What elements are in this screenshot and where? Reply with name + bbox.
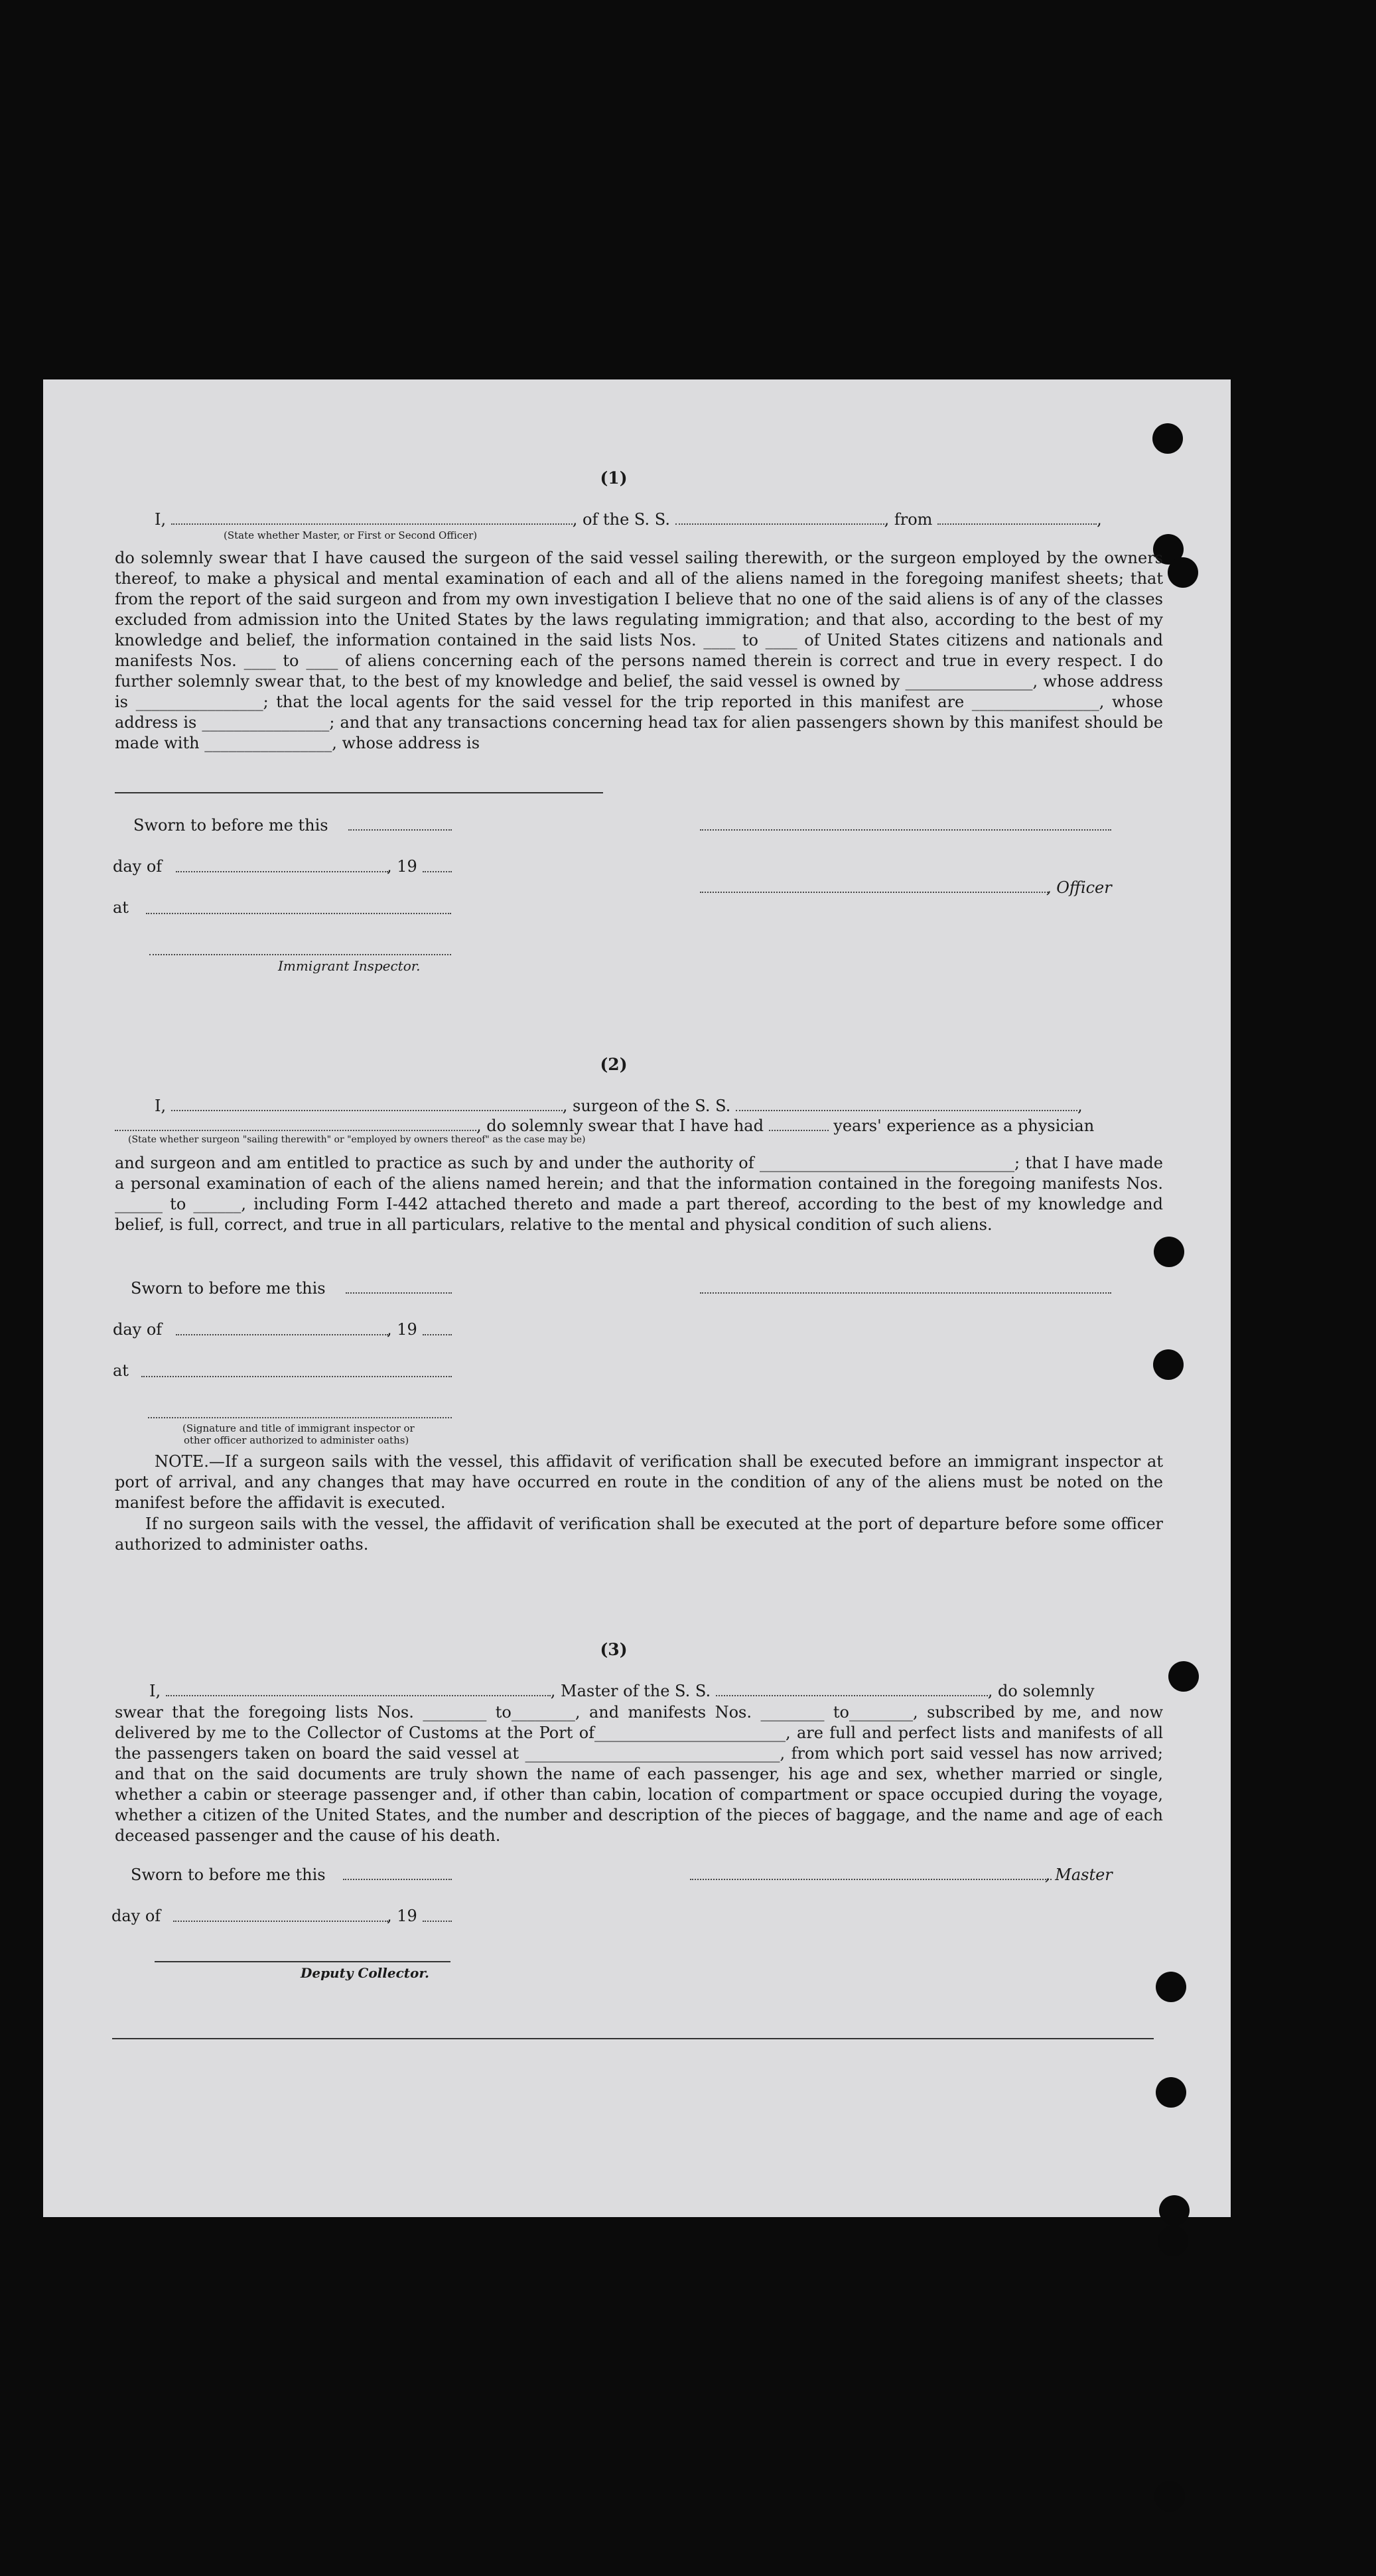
punch-hole bbox=[1154, 2481, 1185, 2512]
note-paragraph: If no surgeon sails with the vessel, the affidavit of verification shall be executed at the port of departure before some officer authorized to administer oaths. bbox=[115, 1515, 1163, 1554]
signature-hint: (Signature and title of immigrant inspector or bbox=[182, 1422, 415, 1434]
sworn-label: Sworn to before me this bbox=[131, 1279, 326, 1298]
day-of-label: day of bbox=[113, 1320, 163, 1339]
year-label: , 19 bbox=[387, 857, 417, 876]
inspector-signature-blank bbox=[148, 1417, 452, 1418]
ship-name-blank bbox=[716, 1683, 988, 1696]
text: , do solemnly swear that I have had bbox=[476, 1117, 764, 1135]
section3-body: swear that the foregoing lists Nos. ________ to________, and manifests Nos. ________ to________, subscribed by me, and now delivered by me to the Collector of Customs at the Port of________________________, are full and perfect lists and manifests of all the passengers taken on board the said vessel at ________________________________, from which port said vessel has now arrived; and that on the said documents are truly shown the name of each passenger, his age and sex, whether married or single, whether a cabin or steerage passenger and, if other than cabin, location of compartment or space occupied during the voyage, whether a citizen of the United States, and the number and description of the pieces of baggage, and the name and age of each deceased passenger and the cause of his death. bbox=[115, 1703, 1163, 1845]
years-blank bbox=[769, 1118, 829, 1131]
punch-hole bbox=[1153, 1349, 1184, 1380]
section-number: (1) bbox=[600, 468, 628, 488]
year-blank bbox=[423, 1334, 452, 1335]
sworn-label: Sworn to before me this bbox=[131, 1865, 326, 1884]
surgeon-type-blank bbox=[115, 1118, 476, 1131]
year-label: , 19 bbox=[387, 1907, 417, 1925]
sworn-date-blank bbox=[346, 1292, 452, 1294]
text: years' experience as a physician bbox=[833, 1117, 1095, 1135]
officer-label: , Officer bbox=[1046, 878, 1112, 897]
master-label: , Master bbox=[1045, 1865, 1113, 1884]
bottom-rule bbox=[112, 2038, 1154, 2039]
section2-body: and surgeon and am entitled to practice as such by and under the authority of ________________________________; that I have made a personal examination of each of the aliens named herein; and that the information contained in the foregoing manifests Nos. ______ to ______, including Form I-442 attached thereto and made a part thereof, according to the best of my knowledge and belief, is full, correct, and true in all particulars, relative to the mental and physical condition of such aliens. bbox=[115, 1154, 1163, 1234]
text: I, bbox=[155, 510, 167, 529]
text: , from bbox=[884, 510, 933, 529]
rule bbox=[115, 792, 603, 793]
punch-hole bbox=[1168, 1661, 1199, 1692]
field-hint: (State whether Master, or First or Second Officer) bbox=[224, 529, 478, 541]
text: , Master of the S. S. bbox=[550, 1682, 711, 1700]
inspector-label: Immigrant Inspector. bbox=[278, 958, 421, 974]
signature-hint: other officer authorized to administer oaths) bbox=[184, 1434, 409, 1446]
section1-header-line: I, , of the S. S. , from , bbox=[155, 510, 1102, 529]
text: , surgeon of the S. S. bbox=[562, 1097, 731, 1115]
place-blank bbox=[141, 1376, 452, 1377]
at-label: at bbox=[113, 1361, 129, 1380]
punch-hole bbox=[1154, 1237, 1184, 1267]
section1-body: do solemnly swear that I have caused the surgeon of the said vessel sailing therewith, or the surgeon employed by the owners thereof, to make a physical and mental examination of each and all of the aliens named in the foregoing manifest sheets; that from the report of the said surgeon and from my own investigation I believe that no one of the said aliens is of any of the classes excluded from admission into the United States by the laws regulating immigration; and that also, according to the best of my knowledge and belief, the information contained in the said lists Nos. ____ to ____ of United States citizens and nationals and manifests Nos. ____ to ____ of aliens concerning each of the persons named therein is correct and true in every respect. I do further solemnly swear that, to the best of my knowledge and belief, the said vessel is owned by ________________, whose address is ________________; that the local agents for the said vessel for the trip reported in this manifest are ________________, whose address is ________________; and that any transactions concerning head tax for alien passengers shown by this manifest should be made with ________________, whose address is bbox=[115, 549, 1163, 752]
ship-name-blank bbox=[675, 511, 884, 525]
year-blank bbox=[423, 1921, 452, 1922]
year-blank bbox=[423, 871, 452, 872]
punch-hole bbox=[1156, 1972, 1186, 2002]
sworn-label: Sworn to before me this bbox=[133, 816, 328, 835]
at-label: at bbox=[113, 898, 129, 917]
punch-hole bbox=[1152, 423, 1183, 454]
form-page bbox=[43, 379, 1231, 2217]
section2-line2 bbox=[115, 1116, 1094, 1136]
sworn-date-blank bbox=[348, 829, 452, 831]
signature-blank bbox=[700, 829, 1111, 831]
master-signature-blank bbox=[690, 1879, 1052, 1880]
day-of-label: day of bbox=[113, 857, 163, 876]
section3-line1 bbox=[149, 1681, 1095, 1701]
day-of-label: day of bbox=[111, 1907, 161, 1925]
inspector-signature-blank bbox=[149, 954, 451, 955]
officer-signature-blank bbox=[700, 892, 1048, 893]
signature-blank bbox=[700, 1292, 1111, 1294]
master-name-blank bbox=[166, 1683, 551, 1696]
place-blank bbox=[146, 913, 451, 914]
month-blank bbox=[173, 1921, 388, 1922]
note-paragraph: NOTE.—If a surgeon sails with the vessel, this affidavit of verification shall be executed before an immigrant inspector at port of arrival, and any changes that may have occurred en route in the condition of any of the aliens must be noted on the manifest before the affidavit is executed. bbox=[115, 1452, 1163, 1512]
section2-line1: I, , surgeon of the S. S. , bbox=[155, 1097, 1083, 1115]
text: , do solemnly bbox=[987, 1682, 1095, 1700]
text: I, bbox=[149, 1682, 161, 1700]
port-blank bbox=[937, 511, 1097, 525]
master-name-blank bbox=[171, 511, 573, 525]
section-number: (2) bbox=[600, 1055, 628, 1074]
punch-hole bbox=[1156, 2077, 1186, 2108]
punch-hole bbox=[1168, 557, 1198, 588]
collector-signature-line bbox=[155, 1961, 450, 1962]
punch-hole bbox=[1158, 2226, 1188, 2256]
text: , of the S. S. bbox=[572, 510, 670, 529]
field-hint: (State whether surgeon "sailing therewith" or "employed by owners thereof" as the case may be) bbox=[128, 1134, 586, 1145]
punch-hole bbox=[1159, 2195, 1190, 2226]
sworn-date-blank bbox=[343, 1879, 452, 1880]
collector-label: Deputy Collector. bbox=[301, 1965, 430, 1981]
text: I, bbox=[155, 1097, 167, 1115]
ship-name-blank bbox=[736, 1098, 1077, 1111]
month-blank bbox=[176, 871, 388, 872]
surgeon-name-blank bbox=[171, 1098, 563, 1111]
section-number: (3) bbox=[600, 1640, 628, 1659]
month-blank bbox=[176, 1334, 388, 1335]
year-label: , 19 bbox=[387, 1320, 417, 1339]
